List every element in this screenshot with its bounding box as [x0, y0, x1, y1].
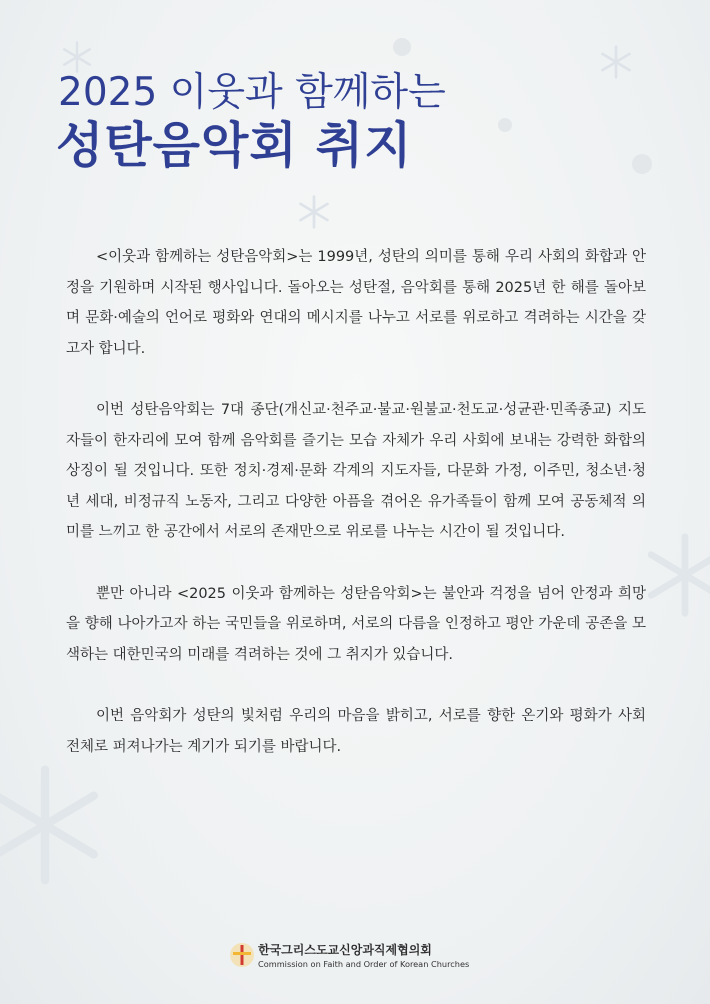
- body-text: [66, 242, 646, 793]
- snowflake-decoration-center-icon: [296, 194, 332, 230]
- snowflake-decoration-top-right-icon: [598, 44, 634, 80]
- snow-dot-decoration: [498, 118, 512, 132]
- paragraph: 뿐만 아니라 <2025 이웃과 함께하는 성탄음악회>는 불안과 걱정을 넘어 안정과 희망을 향해 나아가고자 하는 국민들을 위로하며, 서로의 다름을 인정하고 평안 가운데 공존을 모색하는 대한민국의 미래를 격려하는 것에 그 취지가 있습니다.: [66, 585, 646, 663]
- paragraph: 이번 음악회가 성탄의 빛처럼 우리의 마음을 밝히고, 서로를 향한 온기와 평화가 사회 전체로 퍼져나가는 계기가 되기를 바랍니다.: [66, 708, 646, 755]
- paragraph: <이웃과 함께하는 성탄음악회>는 1999년, 성탄의 의미를 통해 우리 사회의 화합과 안정을 기원하며 시작된 행사입니다. 돌아오는 성탄절, 음악회를 통해 2025년 한 해를 돌아보며 문화·예술의 언어로 평화와 연대의 메시지를 나누고 서로를 위로하고 격려하는 시간을 갖고자 합니다.: [66, 249, 646, 357]
- snow-dot-decoration: [393, 38, 411, 56]
- organization-logo-icon: [229, 942, 255, 968]
- organization-name-english: Commission on Faith and Order of Korean Churches: [258, 959, 470, 969]
- footer: [229, 940, 489, 976]
- title-line-1: 2025 이웃과 함께하는: [58, 70, 446, 115]
- title-line-2: 성탄음악회 취지: [56, 117, 413, 174]
- snowflake-decoration-right-icon: [640, 520, 710, 630]
- organization-name-korean: 한국그리스도교신앙과직제협의회: [258, 943, 432, 957]
- snow-dot-decoration: [632, 154, 652, 174]
- paragraph: 이번 성탄음악회는 7대 종단(개신교·천주교·불교·원불교·천도교·성균관·민족종교) 지도자들이 한자리에 모여 함께 음악회를 즐기는 모습 자체가 우리 사회에 보내는 강력한 화합의 상징이 될 것입니다. 또한 정치·경제·문화 각계의 지도자들, 다문화 가정, 이주민, 청소년·청년 세대, 비정규직 노동자, 그리고 다양한 아픔을 겪어온 유가족들이 함께 모여 공동체적 의미를 느끼고 한 공간에서 서로의 존재만으로 위로를 나누는 시간이 될 것입니다.: [66, 402, 646, 540]
